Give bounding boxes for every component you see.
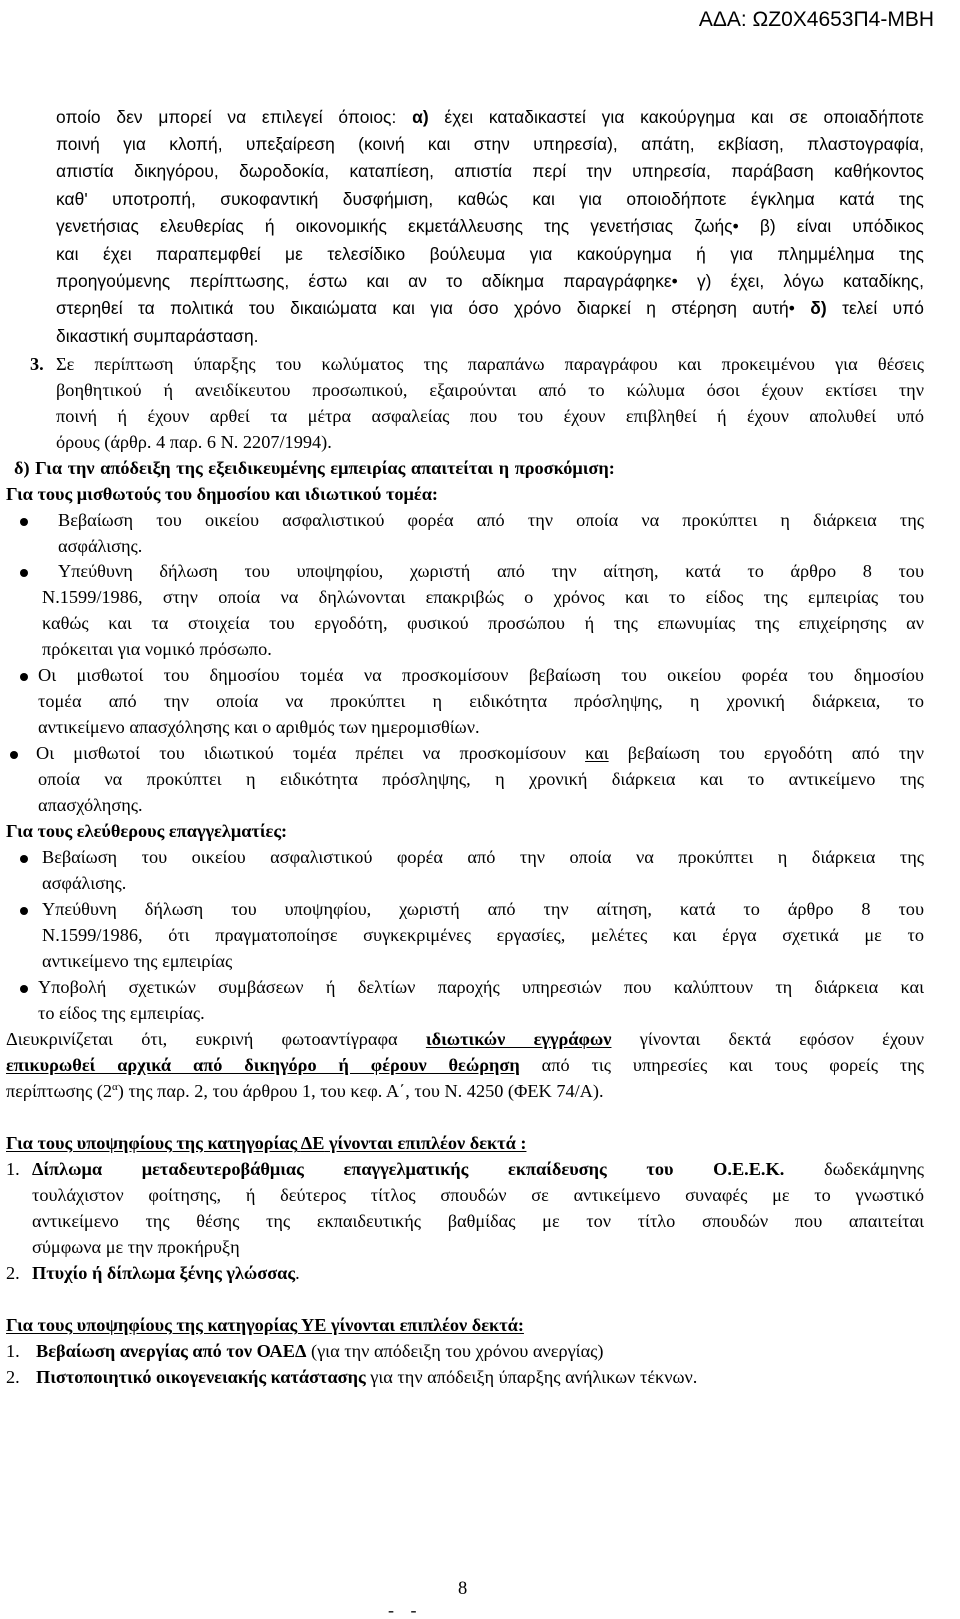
list-item-line: σύμφωνα με την προκήρυξη (32, 1237, 240, 1257)
clarification-line: επικυρωθεί αρχικά από δικηγόρο ή φέρουν θεώρηση από τις υπηρεσίες και τους φορείς της (6, 1055, 925, 1075)
list-item-line: ασφάλισης. (58, 536, 143, 556)
paragraph-line: ποινή ή έχουν αρθεί τα μέτρα ασφαλείας που του έχουν επιβληθεί ή έχουν απολυθεί υπό (56, 406, 924, 426)
list-item-line: Υπεύθυνη δήλωση του υποψηφίου, χωριστή από την αίτηση, κατά το άρθρο 8 του (58, 561, 924, 581)
bullet-icon (20, 907, 28, 915)
list-number: 2. (6, 1263, 20, 1283)
bullet-icon (10, 751, 18, 759)
paragraph-number: 3. (30, 354, 44, 374)
list-item-line: τουλάχιστον φοίτησης, ή δεύτερος τίτλος σπουδών σε αντικείμενο συναφές με το γνωστικό (32, 1185, 924, 1205)
list-number: 1. (6, 1341, 20, 1361)
paragraph-line: όρους (άρθρ. 4 παρ. 6 Ν. 2207/1994). (56, 432, 332, 452)
bullet-icon (20, 673, 28, 681)
list-item-line: Οι μισθωτοί του δημοσίου τομέα να προσκομίσουν βεβαίωση του οικείου φορέα του δημοσίου (38, 665, 924, 685)
list-item-line: Βεβαίωση του οικείου ασφαλιστικού φορέα από την οποία να προκύπτει η διάρκεια της (58, 510, 924, 530)
paragraph-line: οποίο δεν μπορεί να επιλεγεί όποιος: α) έχει καταδικαστεί για κακούργημα και σε οποιαδήποτε (56, 107, 924, 127)
section-heading: δ) Για την απόδειξη της εξειδικευμένης εμπειρίας απαιτείται η προσκόμιση: (14, 458, 615, 478)
clarification-line: περίπτωσης $(2^\alpha)$ της παρ. 2, του άρθρου 1, του κεφ. Α΄, του Ν. 4250 (ΦΕΚ 74/Α). (6, 1081, 604, 1102)
list-item-line: Δίπλωμα μεταδευτεροβάθμιας επαγγελματικής εκπαίδευσης του Ο.Ε.Ε.Κ. δωδεκάμηνης (32, 1159, 924, 1179)
list-item-line: αντικείμενο της θέσης της εκπαιδευτικής βαθμίδας με τον τίτλο σπουδών που απαιτείται (32, 1211, 924, 1231)
footer-dashes: - - (388, 1600, 423, 1619)
paragraph-line: προηγούμενης περίπτωσης, έστω και αν το αδίκημα παραγράφηκε• γ) έχει, λόγω καταδίκης, (56, 271, 924, 291)
bullet-icon (20, 855, 28, 863)
paragraph-line: καθ' υποτροπή, συκοφαντική δυσφήμιση, καθώς και για οποιοδήποτε έγκλημα κατά της (56, 189, 924, 209)
list-item-line: αντικείμενο της εμπειρίας (42, 951, 233, 971)
list-item-line: πρόκειται για νομικό πρόσωπο. (42, 639, 272, 659)
paragraph-line: δικαστική συμπαράσταση. (56, 326, 259, 346)
subsection-heading: Για τους μισθωτούς του δημοσίου και ιδιωτικού τομέα: (6, 484, 439, 504)
list-item-line: το είδος της εμπειρίας. (38, 1003, 205, 1023)
paragraph-line: γενετήσιας ελευθερίας ή οικονομικής εκμετάλλευσης της γενετήσιας ζωής• β) είναι υπόδικος (56, 216, 924, 236)
paragraph-line: και έχει παραπεμφθεί με τελεσίδικο βούλευμα για κακούργημα ή για πλημμέλημα της (56, 244, 924, 264)
list-item-line: Ν.1599/1986, ότι πραγματοποίησε συγκεκριμένες εργασίες, μελέτες και έργα σχετικά με το (42, 925, 924, 945)
list-item-line: Πιστοποιητικό οικογενειακής κατάστασης για την απόδειξη ύπαρξης ανήλικων τέκνων. (36, 1367, 698, 1387)
list-item-line: Οι μισθωτοί του ιδιωτικού τομέα πρέπει να προσκομίσουν και βεβαίωση του εργοδότη από την (36, 743, 925, 763)
list-item-line: Βεβαίωση ανεργίας από τον ΟΑΕΔ (για την απόδειξη του χρόνου ανεργίας) (36, 1341, 604, 1361)
list-item-line: Βεβαίωση του οικείου ασφαλιστικού φορέα από την οποία να προκύπτει η διάρκεια της (42, 847, 924, 867)
list-item-line: ασφάλισης. (42, 873, 127, 893)
page-number: 8 (458, 1579, 468, 1599)
bullet-icon (20, 569, 28, 577)
ada-code: ΑΔΑ: ΩΖ0Χ4653Π4-ΜΒΗ (698, 8, 934, 31)
paragraph-line: στερηθεί τα πολιτικά του δικαιώματα και για όσο χρόνο διαρκεί η στέρηση αυτή• δ) τελεί υπό (56, 298, 924, 318)
paragraph-line: Σε περίπτωση ύπαρξης του κωλύματος της παραπάνω παραγράφου και προκειμένου για θέσεις (56, 354, 924, 374)
list-item-line: Υποβολή σχετικών συμβάσεων ή δελτίων παροχής υπηρεσιών που καλύπτουν τη διάρκεια και (38, 977, 924, 997)
bullet-icon (20, 518, 28, 526)
subsection-heading: Για τους ελεύθερους επαγγελματίες: (6, 821, 288, 841)
bullet-icon (20, 985, 28, 993)
category-de-heading: Για τους υποψηφίους της κατηγορίας ΔΕ γίνονται επιπλέον δεκτά : (6, 1133, 527, 1153)
list-item-line: οποία να προκύπτει η ειδικότητα πρόσληψης, η χρονική διάρκεια και το αντικείμενο της (38, 769, 924, 789)
category-ye-heading: Για τους υποψηφίους της κατηγορίας ΥΕ γίνονται επιπλέον δεκτά: (6, 1315, 524, 1335)
list-item-line: τομέα από την οποία να προκύπτει η ειδικότητα πρόσληψης, η χρονική διάρκεια, το (38, 691, 924, 711)
list-item-line: Πτυχίο ή δίπλωμα ξένης γλώσσας. (32, 1263, 300, 1283)
paragraph-line: ποινή για κλοπή, υπεξαίρεση (κοινή και στην υπηρεσία), απάτη, εκβίαση, πλαστογραφία, (56, 134, 924, 154)
list-number: 1. (6, 1159, 20, 1179)
paragraph-line: απιστία δικηγόρου, δωροδοκία, καταπίεση, απιστία περί την υπηρεσία, παράβαση καθήκοντος (56, 161, 924, 181)
list-number: 2. (6, 1367, 20, 1387)
list-item-line: απασχόλησης. (38, 795, 143, 815)
clarification-line: Διευκρινίζεται ότι, ευκρινή φωτοαντίγραφα ιδιωτικών εγγράφων γίνονται δεκτά εφόσον έχουν (6, 1029, 924, 1049)
list-item-line: Υπεύθυνη δήλωση του υποψηφίου, χωριστή από την αίτηση, κατά το άρθρο 8 του (42, 899, 924, 919)
list-item-line: Ν.1599/1986, στην οποία να δηλώνονται επακριβώς ο χρόνος και το είδος της εμπειρίας του (42, 587, 924, 607)
list-item-line: καθώς και τα στοιχεία του εργοδότη, φυσικού προσώπου ή της επωνυμίας της επιχείρησης αν (42, 613, 924, 633)
paragraph-line: βοηθητικού ή ανειδίκευτου προσωπικού, εξαιρούνται από το κώλυμα όσοι έχουν εκτίσει την (56, 380, 924, 400)
list-item-line: αντικείμενο απασχόλησης και ο αριθμός των ημερομισθίων. (38, 717, 480, 737)
